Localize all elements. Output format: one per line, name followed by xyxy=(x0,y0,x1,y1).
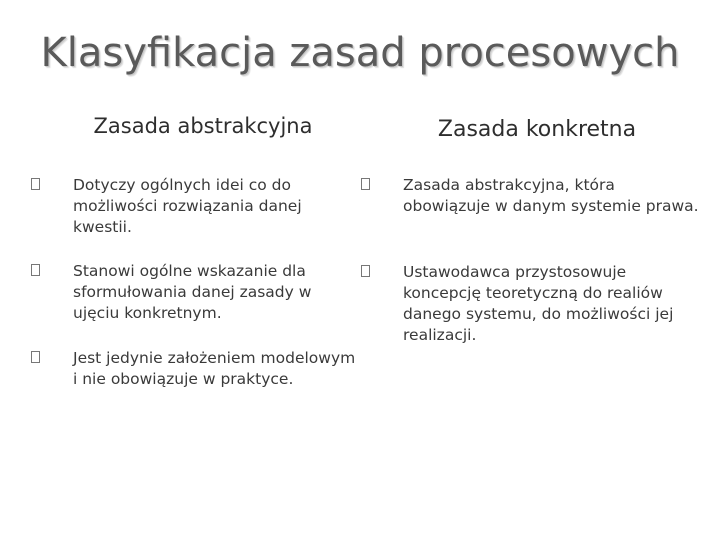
right-column-heading: Zasada konkretna xyxy=(437,117,637,142)
bullet-text: Ustawodawca przystosowuje koncepcję teoretyczną do realiów danego systemu, do możliwości jej realizacji. xyxy=(403,263,674,344)
right-bullet-1 xyxy=(403,175,703,217)
bullet-text: Jest jedynie założeniem modelowym i nie obowiązuje w praktyce. xyxy=(73,349,356,388)
left-bullet-1 xyxy=(73,175,358,238)
right-bullet-2 xyxy=(403,262,703,346)
bullet-text: Stanowi ogólne wskazanie dla sformułowania danej zasady w ujęciu konkretnym. xyxy=(73,262,312,322)
bullet-icon xyxy=(31,264,40,276)
left-bullet-2 xyxy=(73,261,358,324)
bullet-icon xyxy=(31,351,40,363)
bullet-icon xyxy=(361,265,370,277)
bullet-icon xyxy=(31,178,40,190)
slide-title: Klasyfikacja zasad procesowych xyxy=(40,30,680,76)
bullet-text: Zasada abstrakcyjna, która obowiązuje w danym systemie prawa. xyxy=(403,176,699,215)
left-bullet-3 xyxy=(73,348,358,390)
bullet-icon xyxy=(361,178,370,190)
left-column-heading: Zasada abstrakcyjna xyxy=(93,114,313,138)
bullet-text: Dotyczy ogólnych idei co do możliwości rozwiązania danej kwestii. xyxy=(73,176,302,236)
